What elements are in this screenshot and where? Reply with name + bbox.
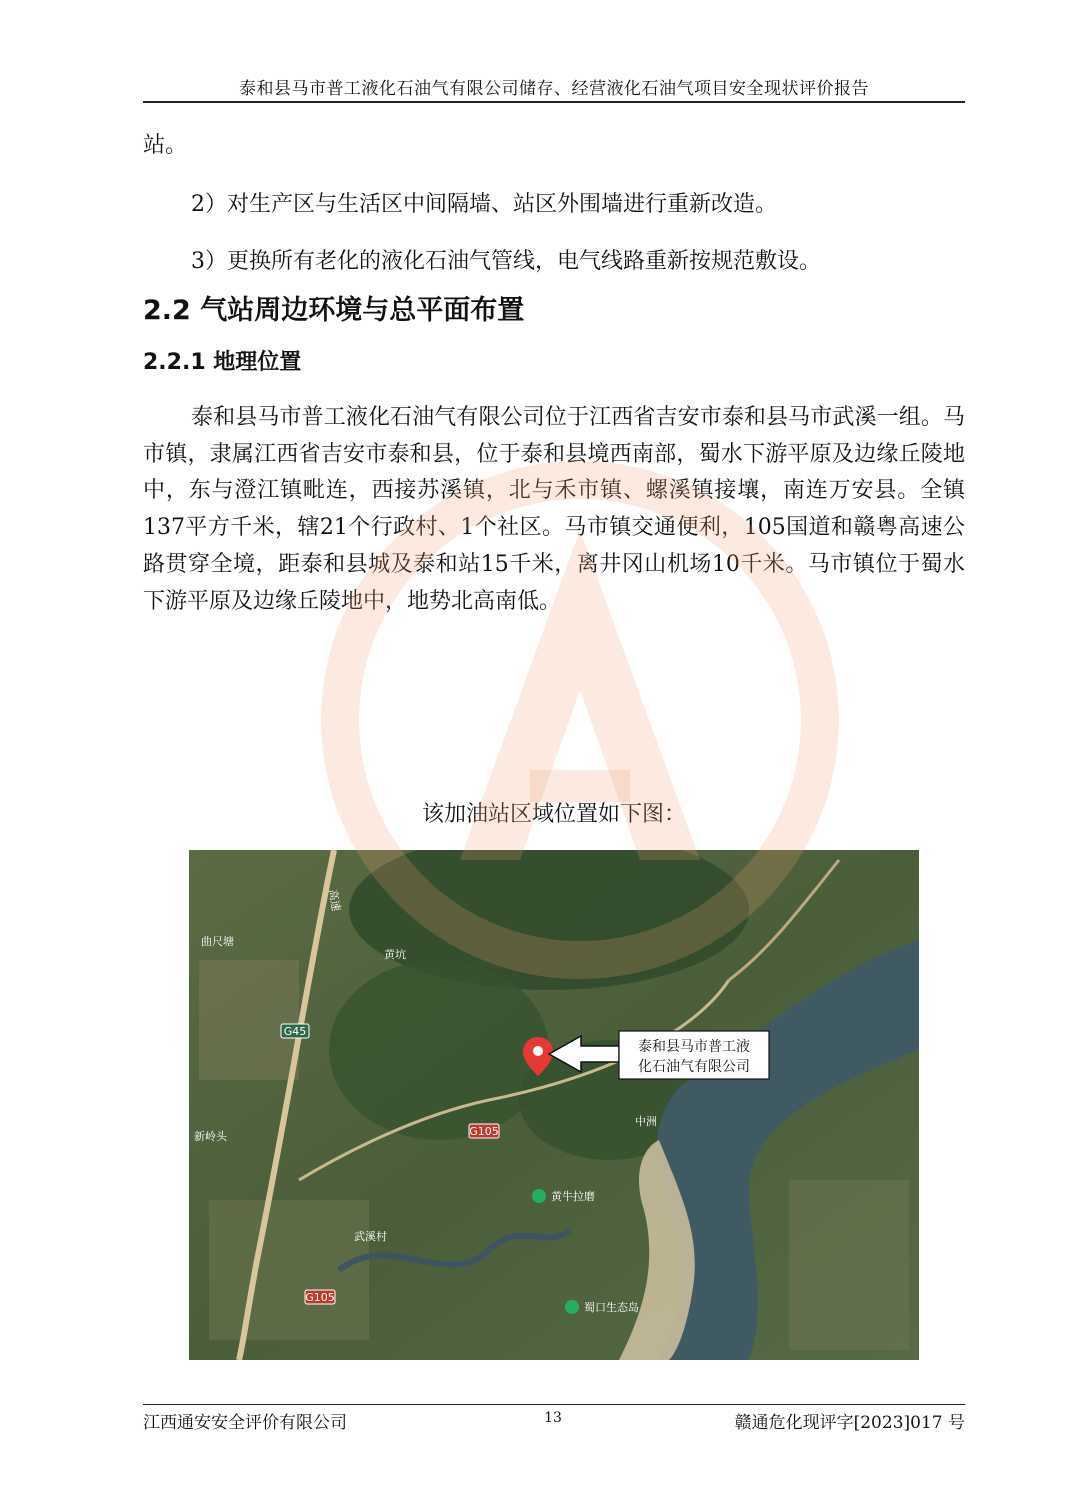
footer-rule (143, 1404, 965, 1405)
callout-line-2: 化石油气有限公司 (638, 1059, 750, 1075)
g105-shield (469, 1124, 499, 1138)
callout-line-1: 泰和县马市普工液 (638, 1039, 750, 1055)
label-xin-ling-tou: 新岭头 (194, 1130, 227, 1143)
header-rule (143, 101, 965, 103)
callout-box (619, 1031, 769, 1079)
poi-shu-kou (565, 1300, 639, 1314)
farmland (789, 1180, 909, 1350)
footer-company: 江西通安安全评价有限公司 (143, 1413, 347, 1433)
g45-label: G45 (283, 1025, 307, 1038)
label-shu-kou: 蜀口生态岛 (584, 1301, 639, 1314)
g45-shield (281, 1024, 309, 1038)
label-qu-chi-tang: 曲尺塘 (201, 935, 234, 948)
farmland (209, 1200, 369, 1340)
body-paragraph: 泰和县马市普工液化石油气有限公司位于江西省吉安市泰和县马市武溪一组。马市镇，隶属江西省吉安市泰和县，位于泰和县境西南部，蜀水下游平原及边缘丘陵地中，东与澄江镇毗连，西接苏溪镇，北与禾市镇、螺溪镇接壤，南连万安县。全镇137平方千米，辖21个行政村、1个社区。马市镇交通便利，105国道和赣粤高速公路贯穿全境，距泰和县城及泰和站15千米，离井冈山机场10千米。马市镇位于蜀水下游平原及边缘丘陵地中，地势北高南低。 (143, 405, 965, 614)
page-number: 13 (544, 1410, 562, 1426)
figure-caption: 该加油站区域位置如下图： (421, 802, 686, 827)
g105-label-2: G105 (305, 1291, 335, 1304)
label-zhong-zhou: 中洲 (635, 1115, 657, 1128)
poi-huang-niu-la-mo (532, 1189, 595, 1203)
page-header: 泰和县马市普工液化石油气有限公司储存、经营液化石油气项目安全现状评价报告 (239, 79, 869, 99)
label-huang-keng: 黄坑 (384, 948, 406, 961)
label-wu-xi-cun: 武溪村 (354, 1230, 387, 1243)
location-map (189, 850, 919, 1360)
section-heading: 2.2 气站周边环境与总平面布置 (143, 295, 525, 326)
item-2: 2）对生产区与生活区中间隔墙、站区外围墙进行重新改造。 (191, 192, 777, 217)
g105-shield-2 (305, 1290, 335, 1304)
subsection-heading: 2.2.1 地理位置 (143, 350, 302, 375)
footer-doc-number: 赣通危化现评字[2023]017 号 (734, 1413, 965, 1433)
g105-label: G105 (469, 1125, 499, 1138)
top-line: 站。 (143, 133, 188, 158)
expressway-label: 高速 (326, 888, 343, 913)
farmland (199, 960, 299, 1080)
label-huang-niu-la-mo: 黄牛拉磨 (551, 1190, 595, 1203)
item-3: 3）更换所有老化的液化石油气管线，电气线路重新按规范敷设。 (191, 249, 821, 274)
